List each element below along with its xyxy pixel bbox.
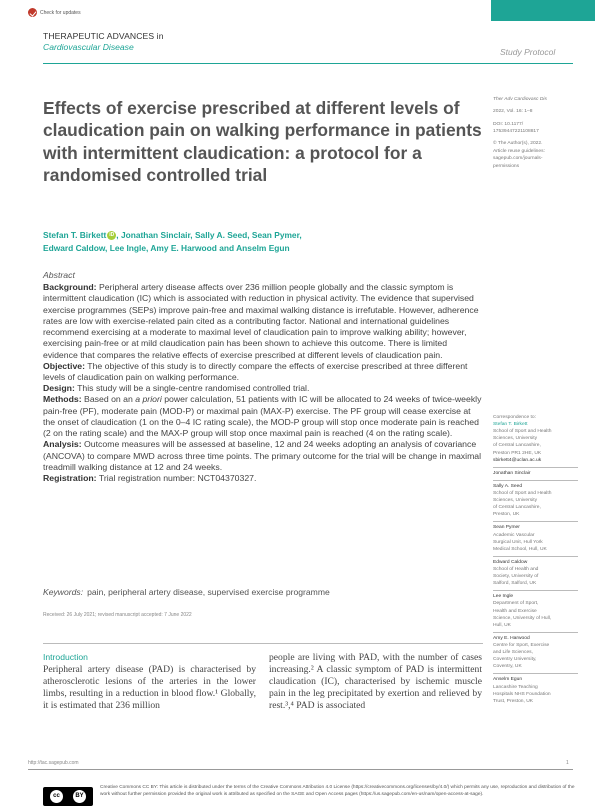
design-label: Design:: [43, 383, 75, 394]
methods-label: Methods:: [43, 394, 82, 405]
affiliation-name: Sean Pymer: [493, 525, 520, 531]
cc-by-license-icon: [43, 787, 93, 806]
corr-addr-2: Sciences, University: [493, 436, 538, 442]
analysis-text: Outcome measures will be assessed at baseline, 12 and 24 weeks adopting an analysis of covariance (ANCOVA) to compare MWD across three time points. The primary outcome for the trial will be change in maximal treadmill walking distance at 12 and 24 weeks.: [43, 439, 482, 472]
intro-rule: [43, 643, 483, 644]
footer-url[interactable]: http://tac.sagepub.com: [28, 760, 79, 766]
abstract-heading: Abstract: [43, 270, 75, 280]
registration-text: Trial registration number: NCT04370327.: [96, 472, 257, 483]
journal-title: THERAPEUTIC ADVANCES in: [43, 31, 164, 41]
reuse-line-3[interactable]: permissions: [493, 163, 520, 169]
abstract-background: [43, 282, 483, 361]
affiliation-line: and Life Sciences,: [493, 650, 533, 656]
affiliation-entry: [493, 521, 578, 552]
affiliation-line: Surgical Unit, Hull York: [493, 539, 543, 545]
affiliation-entry: [493, 467, 578, 477]
corr-addr-3: of Central Lancashire,: [493, 443, 541, 449]
doi-value[interactable]: 17539447221108817: [493, 129, 539, 135]
reuse-line-1: Article reuse guidelines:: [493, 148, 545, 154]
objective-text: The objective of this study is to directly compare the effects of exercise prescribed at three different levels of claudication pain on walking performance.: [43, 360, 468, 382]
keywords-text: pain, peripheral artery disease, supervised exercise programme: [87, 587, 330, 597]
affiliation-line: Department of Sport,: [493, 601, 539, 607]
article-type-label: Study Protocol: [500, 47, 556, 57]
page-number: 1: [566, 760, 569, 766]
intro-heading: Introduction: [43, 652, 88, 662]
affiliation-name: Amy E. Harwood: [493, 635, 530, 641]
affiliation-line: Sciences, University: [493, 498, 538, 504]
affiliation-line: of Central Lancashire,: [493, 505, 541, 511]
affiliation-line: Health and Exercise: [493, 608, 537, 614]
affiliation-entry: [493, 590, 578, 629]
abstract-methods: [43, 394, 483, 439]
abstract-objective: [43, 361, 483, 383]
article-title: Effects of exercise prescribed at different levels of claudication pain on walking performance in patients with intermittent claudication: a protocol for a randomised controlled trial: [43, 98, 482, 186]
header-rule: [43, 63, 573, 64]
objective-label: Objective:: [43, 360, 86, 371]
correspondence-label: Correspondence to:: [493, 415, 536, 420]
coauthor-affiliations: [493, 467, 578, 705]
methods-italic: a priori: [135, 394, 162, 405]
orcid-icon[interactable]: iD: [109, 232, 115, 238]
affiliation-line: School of Sport and Health: [493, 490, 552, 496]
volume-info: 2022, Vol. 16: 1–8: [493, 109, 533, 115]
affiliation-line: Hull, UK: [493, 622, 511, 628]
background-label: Background:: [43, 282, 97, 293]
affiliation-name: Anselm Egun: [493, 677, 523, 683]
corr-addr-4: Preston PR1 2HE, UK: [493, 450, 542, 456]
correspondence-panel: [493, 414, 578, 705]
doi-label: DOI: 10.1177/: [493, 121, 524, 127]
cc-icon: cc: [50, 790, 63, 803]
affiliation-name: Jonathan Sinclair: [493, 470, 531, 476]
by-icon: BY: [73, 790, 86, 803]
affiliation-line: Coventry, UK: [493, 664, 522, 670]
correspondence-main: [493, 414, 578, 464]
header-accent-bar: [491, 0, 595, 21]
affiliation-name: Lee Ingle: [493, 594, 514, 600]
check-updates-label: Check for updates: [40, 9, 81, 16]
affiliation-line: Hospitals NHS Foundation: [493, 691, 551, 697]
affiliation-entry: [493, 632, 578, 671]
abstract-registration: [43, 473, 483, 484]
affiliation-line: Salford, Salford, UK: [493, 581, 537, 587]
background-text: Peripheral artery disease affects over 236 million people globally and the classic symptom is intermittent claudication (IC) which is associated with reduction in physical activity. The evidence that supervised exercise programmes (SEPs) improve pain-free and maximal walking distance is irrefutable. However, adherence rates are low with exercise-related pain cited as a contributing factor. National and international guidelines recommend exercising at a moderate to maximal level of claudication pain to improve walking ability; however, exercising pain-free or at mild claudication pain has been shown to achieve this outcome. There is limited evidence that compares the relative effects of exercise prescribed at different levels of claudication pain.: [43, 282, 479, 360]
affiliation-line: Lancashire Teaching: [493, 684, 538, 690]
received-dates: Received: 26 July 2021; revised manuscript accepted: 7 June 2022: [43, 612, 192, 618]
body-column-2: [269, 652, 482, 712]
abstract-analysis: [43, 439, 483, 473]
correspondence-name: Stefan T. Birkett: [493, 422, 528, 428]
keywords-label: Keywords:: [43, 587, 84, 597]
check-updates-icon: [28, 8, 37, 17]
author-rest-line1: , Jonathan Sinclair, Sally A. Seed, Sean Pymer,: [116, 230, 302, 240]
check-for-updates-badge[interactable]: [28, 8, 81, 17]
intro-col1-text: Peripheral artery disease (PAD) is characterised by atherosclerotic lesions of the arteries in the lower limbs, resulting in a reduction in blood flow.¹ Globally, it is estimated that 236 million: [43, 663, 256, 712]
affiliation-line: Society, University of: [493, 574, 539, 580]
reuse-line-2[interactable]: sagepub.com/journals-: [493, 156, 543, 162]
affiliation-name: Edward Caldow: [493, 559, 528, 565]
journal-subtitle: Cardiovascular Disease: [43, 42, 134, 52]
keywords: [43, 587, 483, 597]
footer-rule: [28, 769, 573, 770]
affiliation-entry: [493, 556, 578, 587]
abstract-design: [43, 383, 483, 394]
registration-label: Registration:: [43, 472, 97, 483]
affiliation-entry: [493, 673, 578, 704]
affiliation-line: Science, University of Hull,: [493, 615, 552, 621]
methods-text-b: power calculation, 51 patients with IC will be allocated to 24 weeks of twice-weekly pain-free (PF), moderate pain (MOD-P) or maximal pain (MAX-P) exercise. The PF group will cease exercise at the onset of claudication (1 on the 0–4 IC rating scale), the MOD-P group will stop once moderate pain is reached (2 on the rating scale) and the MAX-P group will stop once maximal pain is reached (4 on the rating scale).: [43, 394, 482, 439]
intro-col2-text: people are living with PAD, with the number of cases increasing.² A classic symptom of PAD is intermittent claudication (IC), characterised by ischemic muscle pain in the leg precipitated by exertion and relieved by rest.³,⁴ PAD is associated: [269, 652, 482, 712]
analysis-label: Analysis:: [43, 439, 82, 450]
affiliation-line: Academic Vascular: [493, 532, 535, 538]
affiliation-line: School of Health and: [493, 566, 539, 572]
body-column-1: [43, 652, 256, 712]
copyright: © The Author(s), 2022.: [493, 141, 543, 147]
affiliation-name: Sally A. Seed: [493, 483, 523, 489]
author-first[interactable]: Stefan T. Birkett: [43, 230, 107, 240]
corr-addr-1: School of Sport and Health: [493, 429, 552, 435]
abstract: [43, 270, 483, 484]
affiliation-line: Centre for Sport, Exercise: [493, 642, 550, 648]
design-text: This study will be a single-centre randomised controlled trial.: [74, 383, 310, 394]
corr-email[interactable]: sbirkett4@uclan.ac.uk: [493, 457, 542, 463]
affiliation-line: Preston, UK: [493, 512, 520, 518]
affiliation-line: Medical School, Hull, UK: [493, 546, 547, 552]
methods-text-a: Based on an: [81, 394, 136, 405]
journal-abbreviation: Ther Adv Cardiovasc Dis: [493, 97, 547, 102]
author-rest-line2: Edward Caldow, Lee Ingle, Amy E. Harwood and Anselm Egun: [43, 243, 290, 254]
journal-masthead: [43, 31, 164, 52]
affiliation-line: Trust, Preston, UK: [493, 698, 534, 704]
affiliation-line: Coventry University,: [493, 657, 537, 663]
license-text: Creative Commons CC BY: This article is distributed under the terms of the Creative Commons Attribution 4.0 License (https://creativecommons.org/licenses/by/4.0/) which permits any use, reproduction and distribution of the work without further permission provided the original work is attributed as specified on the SAGE and Open Access pages (https://us.sagepub.com/en-us/nam/open-access-at-sage).: [100, 785, 575, 797]
article-meta: [493, 96, 578, 170]
author-list: [43, 229, 463, 255]
affiliation-entry: [493, 480, 578, 519]
